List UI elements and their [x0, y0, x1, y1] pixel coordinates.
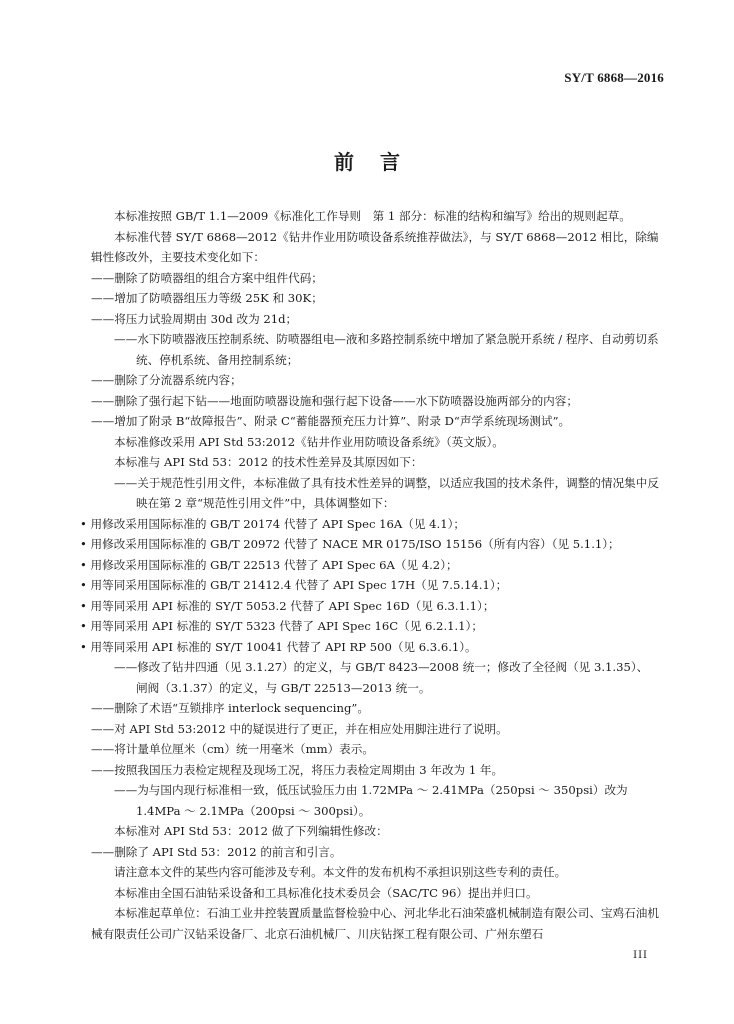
- list-item: ——删除了术语“互锁排序 interlock sequencing”。: [91, 701, 369, 715]
- list-item: ——为与国内现行标准相一致，低压试验压力由 1.72MPa ～ 2.41MPa（250psi ～ 350psi）改为 1.4MPa ～ 2.1MPa（200psi ～ 300psi）。: [114, 783, 628, 818]
- bullet-item: • 用等同采用 API 标准的 SY/T 5323 代替了 API Spec 16C（见 6.2.1.1）；: [80, 619, 483, 633]
- list-item: ——关于规范性引用文件，本标准做了具有技术性差异的调整，以适应我国的技术条件，调整的情况集中反映在第 2 章“规范性引用文件”中，具体调整如下：: [114, 475, 659, 510]
- bullet-item: • 用等同采用 API 标准的 SY/T 10041 代替了 API RP 500（见 6.3.6.1）。: [80, 639, 477, 654]
- bullet-item: • 用等同采用国际标准的 GB/T 21412.4 代替了 API Spec 17H（见 7.5.14.1）；: [80, 578, 508, 592]
- list-item: ——水下防喷器液压控制系统、防喷器组电—液和多路控制系统中增加了紧急脱开系统 / 程序、自动剪切系统、停机系统、备用控制系统；: [114, 332, 659, 367]
- list-item: ——增加了防喷器组压力等级 25K 和 30K；: [91, 291, 323, 305]
- page-number: III: [633, 950, 648, 961]
- bullet-item: • 用修改采用国际标准的 GB/T 22513 代替了 API Spec 6A（见 4.2）；: [80, 557, 458, 572]
- paragraph: 本标准按照 GB/T 1.1—2009《标准化工作导则 第 1 部分：标准的结构和编写》给出的规则起草。: [114, 209, 631, 223]
- list-item: ——删除了强行起下钻——地面防喷器设施和强行起下设备——水下防喷器设施两部分的内容；: [91, 393, 578, 408]
- list-item: ——删除了防喷器组的组合方案中组件代码；: [91, 270, 323, 285]
- list-item: ——对 API Std 53:2012 中的疑误进行了更正，并在相应处用脚注进行了说明。: [91, 721, 508, 736]
- list-item: ——删除了 API Std 53：2012 的前言和引言。: [91, 844, 342, 859]
- bullet-item: • 用修改采用国际标准的 GB/T 20972 代替了 NACE MR 0175/ISO 15156（所有内容）（见 5.1.1）；: [80, 537, 620, 551]
- paragraph: 本标准对 API Std 53：2012 做了下列编辑性修改：: [114, 824, 388, 838]
- paragraph: 本标准代替 SY/T 6868—2012《钻井作业用防喷设备系统推荐做法》，与 SY/T 6868—2012 相比，除编辑性修改外，主要技术变化如下：: [91, 229, 659, 264]
- paragraph: 本标准由全国石油钻采设备和工具标准化技术委员会（SAC/TC 96）提出并归口。: [114, 885, 538, 900]
- foreword-body: [80, 206, 659, 944]
- page-title: 前言: [334, 150, 426, 174]
- bullet-item: • 用修改采用国际标准的 GB/T 20174 代替了 API Spec 16A（见 4.1）；: [80, 516, 465, 531]
- paragraph: 请注意本文件的某些内容可能涉及专利。本文件的发布机构不承担识别这些专利的责任。: [114, 865, 567, 879]
- list-item: ——将压力试验周期由 30d 改为 21d；: [91, 311, 298, 326]
- bullet-item: • 用等同采用 API 标准的 SY/T 5053.2 代替了 API Spec 16D（见 6.3.1.1）；: [80, 598, 495, 613]
- list-item: ——将计量单位厘米（cm）统一用毫米（mm）表示。: [91, 742, 374, 756]
- paragraph: 本标准起草单位：石油工业井控装置质量监督检验中心、河北华北石油荣盛机械制造有限公司、宝鸡石油机械有限责任公司广汉钻采设备厂、北京石油机械厂、川庆钻探工程有限公司、广州东塑石: [91, 906, 659, 941]
- paragraph: 本标准修改采用 API Std 53:2012《钻井作业用防喷设备系统》（英文版）。: [114, 434, 504, 449]
- paragraph: 本标准与 API Std 53：2012 的技术性差异及其原因如下：: [114, 455, 423, 469]
- standard-number: SY/T 6868—2016: [564, 70, 664, 85]
- list-item: ——按照我国压力表检定规程及现场工况，将压力表检定周期由 3 年改为 1 年。: [91, 762, 504, 777]
- list-item: ——修改了钻井四通（见 3.1.27）的定义，与 GB/T 8423—2008 统一；修改了全径阀（见 3.1.35）、闸阀（3.1.37）的定义，与 GB/T 22513—2013 统一。: [114, 660, 649, 695]
- list-item: ——删除了分流器系统内容；: [91, 373, 242, 387]
- list-item: ——增加了附录 B“故障报告”、附录 C“蓄能器预充压力计算”、附录 D“声学系统现场测试”。: [91, 414, 571, 428]
